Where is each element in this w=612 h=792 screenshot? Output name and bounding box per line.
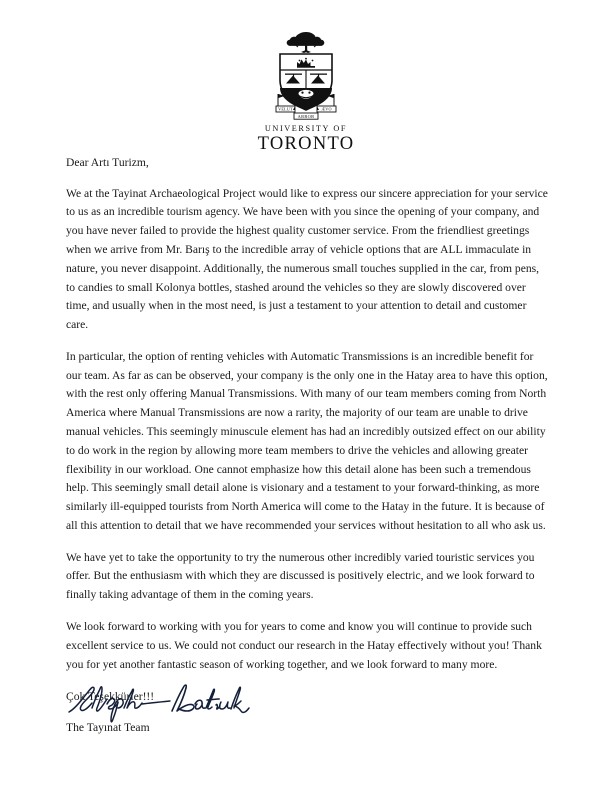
- body-paragraph-4: We look forward to working with you for years to come and know you will continue to provide such excellent service to us. We could not conduct our research in the Hatay effectively without you! Thank you for yet another fantastic season of working together, and we look forward to many more.: [66, 620, 542, 671]
- letterhead: [0, 0, 612, 154]
- svg-text:ÆVO: ÆVO: [321, 106, 332, 112]
- wordmark-toronto: TORONTO: [257, 133, 355, 154]
- letter-body: [66, 155, 548, 736]
- svg-text:VELUT: VELUT: [278, 106, 293, 112]
- salutation: Dear Artı Turizm,: [66, 156, 149, 169]
- body-paragraph-1: We at the Tayinat Archaeological Project would like to express our sincere appreciation for your service to us as an incredible tourism agency. We have been with you since the opening of your company, and you have never failed to provide the highest quality customer service. From the friendliest greetings when we arrive from Mr. Barış to the incredible array of vehicle options that are ALL immaculate in nature, you never disappoint. Additionally, the numerous small touches supplied in the car, from pens, to candies to small Kolonya bottles, stashed around the vehicles so they are slowly discovered over time, and usually when in the most need, is just a testament to your attention to detail and customer care.: [66, 186, 548, 332]
- body-paragraph-2: In particular, the option of renting vehicles with Automatic Transmissions is an incredible benefit for our team. As far as can be observed, your company is the only one in the Hatay area to have this option, with the rest only offering Manual Transmissions. With many of our team members coming from North America where Manual Transmissions are now a rarity, the majority of our team are unable to drive manual vehicles. This seemingly minuscule element has had an incredibly outsized effect on our ability to do work in the region by allowing more team members to drive the vehicles and allowing greater flexibility in our workload. One cannot emphasize how this detail alone has been such a tremendous help. This seemingly small detail alone is visionary and a testament to your forward-thinking, as more similarly ill-equipped tourists from North America will come to the Hatay in the future. It is because of all this attention to detail that we have recommended your services without hesitation to all who ask us.: [66, 349, 548, 532]
- body-paragraph-3: We have yet to take the opportunity to try the numerous other incredibly varied touristic services you offer. But the enthusiasm with which they are discussed is positively electric, and we look forward to finally taking advantage of them in the coming years.: [66, 550, 535, 602]
- signoff-team: The Tayınat Team: [66, 720, 150, 734]
- svg-text:ARBOR: ARBOR: [297, 113, 315, 119]
- wordmark: [0, 125, 612, 154]
- university-crest-icon: [263, 30, 349, 122]
- closing-line: Çok Teşekkürler!!!: [66, 690, 155, 704]
- wordmark-university-of: UNIVERSITY OF: [264, 124, 348, 133]
- signature-image: [66, 678, 256, 726]
